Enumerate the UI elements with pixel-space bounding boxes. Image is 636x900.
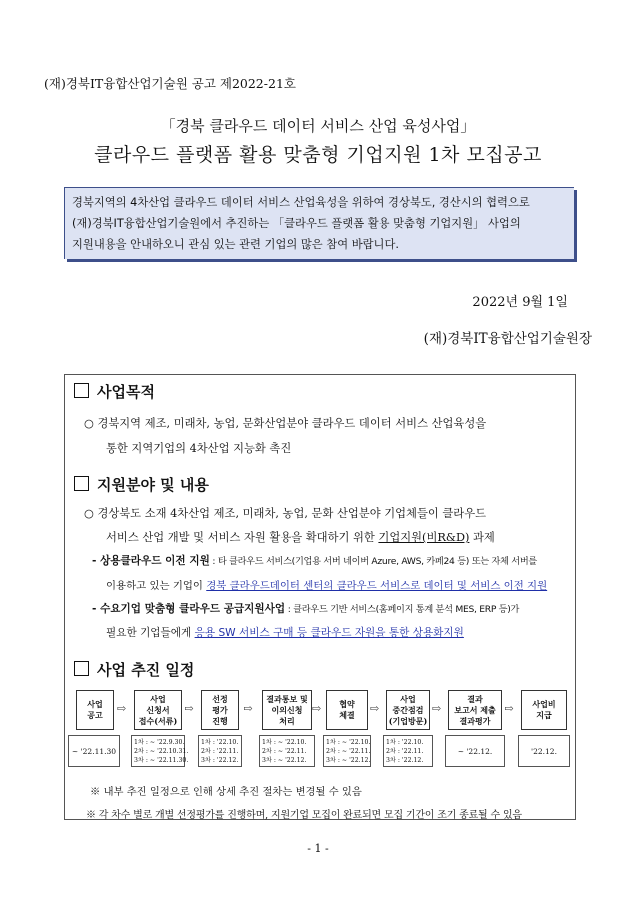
flow-arrow-icon: ⇨ — [504, 702, 514, 715]
checkbox-square-icon — [74, 661, 89, 676]
schedule-step: 협약 체결 — [326, 690, 368, 730]
support-line-text: 과제 — [469, 531, 495, 544]
schedule-note: ※ 각 차수 별로 개별 선정평가를 진행하며, 지원기업 모집이 완료되면 모집 기간이 조기 종료될 수 있음 — [86, 810, 522, 821]
schedule-date-line: 1차 : ~ '22.10. — [262, 738, 307, 746]
schedule-note: ※ 내부 추진 일정으로 인해 상세 추진 절차는 변경될 수 있음 — [90, 786, 362, 798]
support-type-underlined: 기업지원(비R&D) — [378, 531, 470, 544]
intro-line: (재)경북IT융합산업기술원에서 추진하는 「클라우드 플랫폼 활용 맞춤형 기업지원」 사업의 — [72, 217, 521, 230]
schedule-step: 사업비 지급 — [521, 690, 567, 730]
schedule-date-line: 3차 : '22.12. — [201, 756, 239, 764]
support-item-head: - 상용클라우드 이전 지원 — [92, 555, 210, 567]
section-heading-support — [74, 474, 209, 495]
issuing-organization: (재)경북IT융합산업기술원장 — [423, 331, 592, 347]
schedule-step: 사업 신청서 접수(서류) — [134, 690, 182, 730]
schedule-date-line: 1차 : ~ '22.9.30. — [134, 738, 185, 746]
schedule-step-dates — [259, 735, 315, 767]
schedule-date-line: 3차 : ~ '22.12. — [326, 756, 371, 764]
section-heading-label: 사업목적 — [97, 383, 155, 401]
schedule-step-dates — [383, 735, 433, 767]
section-heading-purpose — [74, 381, 155, 402]
flow-arrow-icon: ⇨ — [243, 702, 253, 715]
section-heading-label: 지원분야 및 내용 — [97, 476, 209, 494]
schedule-date-line: '22.12. — [531, 746, 557, 756]
checkbox-square-icon — [74, 476, 89, 491]
support-line: ○ 경상북도 소재 4차산업 제조, 미래차, 농업, 문화 산업분야 기업체들이 클라우드 — [84, 507, 487, 520]
support-item-text: : 클라우드 기반 서비스(홈페이지 통계 분석 MES, ERP 등)가 — [285, 604, 520, 615]
schedule-step-dates — [131, 735, 189, 767]
schedule-step-dates — [68, 735, 120, 767]
support-item-cloud-migration — [92, 553, 537, 568]
schedule-date-line: 3차 : ~ '22.11.30. — [134, 756, 189, 764]
support-item-text: : 타 클라우드 서비스(기업용 서버 네이버 Azure, AWS, 카페24 등) 또는 자체 서버를 — [209, 556, 537, 567]
support-line — [106, 529, 495, 545]
intro-box — [64, 187, 574, 259]
support-item-line — [106, 577, 547, 592]
section-heading-schedule — [74, 659, 194, 680]
document-subtitle: 「경북 클라우드 데이터 서비스 산업 육성사업」 — [160, 117, 476, 135]
schedule-step-dates — [518, 735, 570, 767]
flow-arrow-icon: ⇨ — [117, 702, 127, 715]
schedule-date-line: 2차 : ~ '22.11. — [326, 747, 371, 755]
schedule-date-line: ~ '22.11.30 — [71, 746, 117, 756]
support-item-text: 이용하고 있는 기업이 — [106, 580, 207, 592]
schedule-date-line: 2차 : '22.11. — [201, 747, 239, 755]
intro-line: 경북지역의 4차산업 클라우드 데이터 서비스 산업육성을 위하여 경상북도, 경산시의 협력으로 — [72, 196, 530, 209]
support-item-cloud-supply — [92, 601, 519, 616]
support-item-line — [106, 625, 464, 640]
schedule-date-line: 2차 : ~ '22.11. — [262, 747, 307, 755]
flow-arrow-icon: ⇨ — [184, 702, 194, 715]
schedule-step: 결과 보고서 제출 결과평가 — [448, 690, 502, 730]
schedule-date-line: 1차 : ~ '22.10. — [326, 738, 371, 746]
schedule-date-line: 2차 : ~ '22.10.31. — [134, 747, 189, 755]
schedule-date-line: ~ '22.12. — [457, 746, 493, 756]
schedule-date-line: 1차 : '22.10. — [201, 738, 239, 746]
schedule-step: 결과통보 및 이의신청 처리 — [262, 690, 312, 730]
support-item-head: - 수요기업 맞춤형 클라우드 공급지원사업 — [92, 603, 286, 615]
flow-arrow-icon: ⇨ — [432, 702, 442, 715]
announcement-date: 2022년 9월 1일 — [472, 295, 568, 310]
schedule-step-dates — [323, 735, 371, 767]
migration-support-link[interactable]: 경북 클라우드데이터 센터의 클라우드 서비스로 데이터 및 서비스 이전 지원 — [206, 580, 548, 592]
schedule-date-line: 3차 : ~ '22.12. — [262, 756, 307, 764]
section-heading-label: 사업 추진 일정 — [97, 661, 195, 679]
page-number: - 1 - — [307, 842, 329, 855]
flow-arrow-icon: ⇨ — [312, 702, 322, 715]
commercialization-support-link[interactable]: 응용 SW 서비스 구매 등 클라우드 자원을 통한 상용화지원 — [194, 627, 464, 639]
notice-number: (재)경북IT융합산업기술원 공고 제2022-21호 — [44, 76, 296, 91]
support-line-text: 서비스 산업 개발 및 서비스 자원 활용을 확대하기 위한 — [106, 531, 379, 544]
flow-arrow-icon: ⇨ — [370, 702, 380, 715]
schedule-step: 사업 중간점검 (기업방문) — [386, 690, 430, 730]
schedule-step-dates — [198, 735, 242, 767]
schedule-date-line: 3차 : '22.12. — [386, 756, 424, 764]
document-title: 클라우드 플랫폼 활용 맞춤형 기업지원 1차 모집공고 — [94, 144, 542, 166]
intro-line: 지원내용을 안내하오니 관심 있는 관련 기업의 많은 참여 바랍니다. — [72, 238, 399, 251]
purpose-line: ○ 경북지역 제조, 미래차, 농업, 문화산업분야 클라우드 데이터 서비스 산업육성을 — [84, 417, 487, 430]
schedule-step: 선정 평가 진행 — [201, 690, 239, 730]
schedule-step: 사업 공고 — [76, 690, 114, 730]
schedule-step-dates — [445, 735, 505, 767]
support-item-text: 필요한 기업들에게 — [106, 627, 195, 639]
checkbox-square-icon — [74, 383, 89, 398]
schedule-date-line: 1차 : '22.10. — [386, 738, 424, 746]
schedule-date-line: 2차 : '22.11. — [386, 747, 424, 755]
purpose-line: 통한 지역기업의 4차산업 지능화 촉진 — [106, 442, 292, 455]
